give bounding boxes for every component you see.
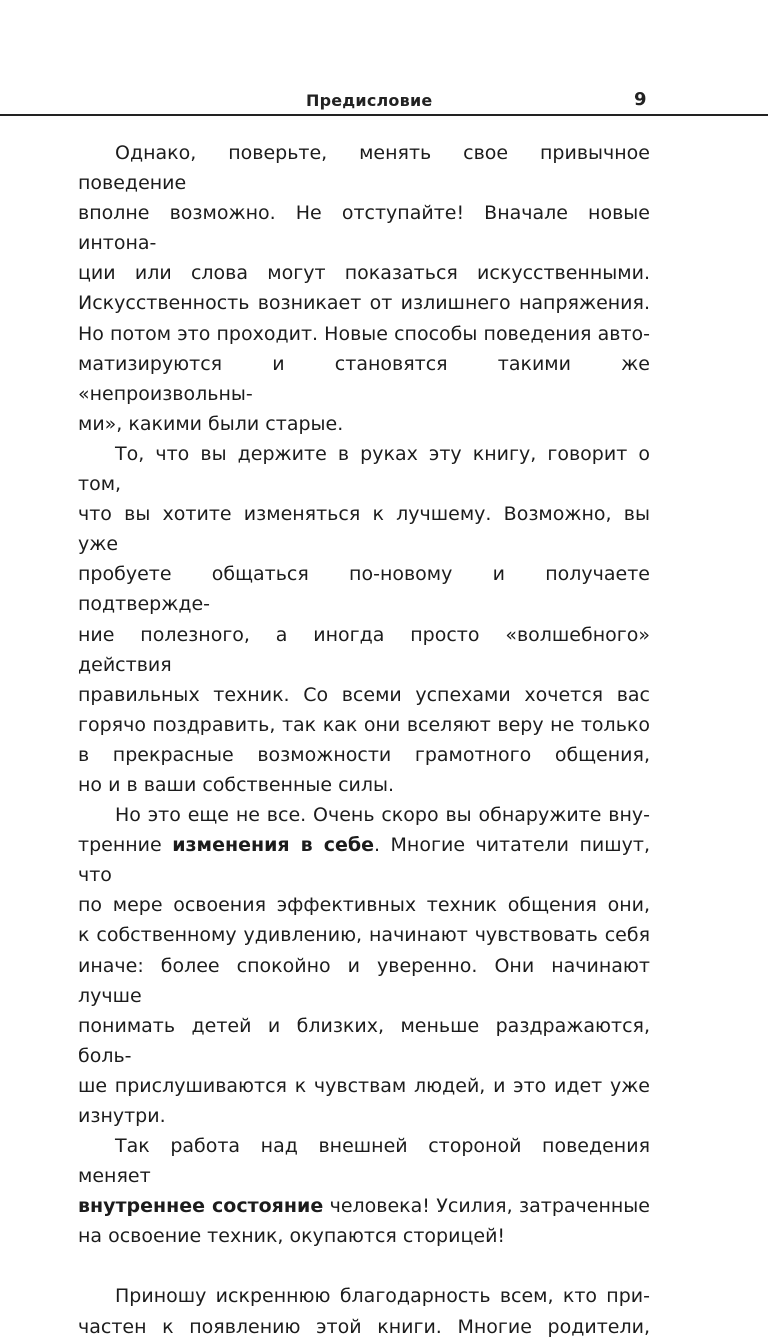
running-header	[0, 86, 768, 116]
text-line	[78, 830, 650, 890]
text-line	[78, 349, 650, 409]
paragraph	[78, 1131, 650, 1251]
text-line	[78, 499, 650, 559]
text-line	[78, 620, 650, 680]
paragraph	[78, 439, 650, 800]
paragraph	[78, 138, 650, 439]
text-line	[78, 890, 650, 920]
text-run: ции или слова могут показаться искусственными.	[78, 262, 650, 285]
text-line	[78, 1131, 650, 1191]
text-run: что вы хотите изменяться к лучшему. Возможно, вы уже	[78, 503, 650, 556]
text-line	[78, 1011, 650, 1071]
header-rule	[0, 114, 768, 116]
text-line	[78, 1221, 650, 1251]
text-run: по мере освоения эффективных техник общения они,	[78, 894, 650, 917]
text-run: тренние	[78, 834, 173, 857]
text-run: ми», какими были старые.	[78, 412, 344, 435]
emphasis-text: внутреннее состояние	[78, 1195, 324, 1218]
text-line	[78, 800, 650, 830]
paragraph	[78, 1281, 650, 1341]
text-run: изнутри.	[78, 1105, 166, 1127]
text-line	[78, 288, 650, 318]
text-run: горячо поздравить, так как они вселяют веру не только	[78, 713, 650, 736]
page-number: 9	[634, 89, 647, 110]
text-run: в прекрасные возможности грамотного общения,	[78, 743, 650, 766]
text-line	[78, 559, 650, 619]
text-line	[78, 138, 650, 198]
text-line	[78, 439, 650, 499]
text-run: ше прислушиваются к чувствам людей, и это идет уже	[78, 1074, 650, 1097]
body-text	[78, 138, 650, 1342]
text-run: То, что вы держите в руках эту книгу, говорит о том,	[78, 442, 650, 496]
text-run: Искусственность возникает от излишнего напряжения.	[78, 292, 650, 315]
text-run: пробуете общаться по-новому и получаете подтвержде-	[78, 563, 650, 616]
text-run: вполне возможно. Не отступайте! Вначале новые интона-	[78, 202, 650, 255]
running-title: Предисловие	[306, 91, 433, 110]
paragraph-gap	[78, 1251, 650, 1281]
text-run: но и в ваши собственные силы.	[78, 773, 395, 796]
text-line	[78, 740, 650, 770]
text-run: правильных техник. Со всеми успехами хочется вас	[78, 683, 650, 706]
text-line	[78, 1191, 650, 1221]
text-line	[78, 920, 650, 950]
text-run: иначе: более спокойно и уверенно. Они начинают лучше	[78, 954, 650, 1007]
text-run: к собственному удивлению, начинают чувствовать себя	[78, 924, 650, 947]
text-line	[78, 1281, 650, 1311]
text-line	[78, 1312, 650, 1342]
text-run: понимать детей и близких, меньше раздражаются, боль-	[78, 1014, 650, 1067]
text-line	[78, 770, 650, 800]
text-line	[78, 951, 650, 1011]
text-line	[78, 198, 650, 258]
text-line	[78, 1071, 650, 1101]
text-run: Так работа над внешней стороной поведения меняет	[78, 1135, 650, 1188]
emphasis-text: изменения в себе	[172, 834, 375, 857]
text-run: человека! Усилия, затраченные	[323, 1195, 650, 1218]
text-run: Однако, поверьте, менять свое привычное поведение	[78, 142, 650, 195]
text-run: частен к появлению этой книги. Многие родители,	[78, 1315, 650, 1338]
text-line	[78, 680, 650, 710]
text-line	[78, 710, 650, 740]
text-run: ние полезного, а иногда просто «волшебного» действия	[78, 623, 650, 676]
text-line	[78, 409, 650, 439]
paragraph	[78, 800, 650, 1131]
text-run: . Многие читатели пишут, что	[78, 834, 650, 887]
text-line	[78, 319, 650, 349]
text-line	[78, 1101, 650, 1131]
text-run: Но потом это проходит. Новые способы поведения авто-	[78, 322, 650, 345]
text-run: матизируются и становятся такими же «непроизвольны-	[78, 352, 650, 405]
text-line	[78, 258, 650, 288]
text-run: Приношу искреннюю благодарность всем, кто при-	[115, 1285, 650, 1308]
text-run: на освоение техник, окупаются сторицей!	[78, 1225, 506, 1248]
text-run: Но это еще не все. Очень скоро вы обнаружите вну-	[115, 804, 650, 827]
